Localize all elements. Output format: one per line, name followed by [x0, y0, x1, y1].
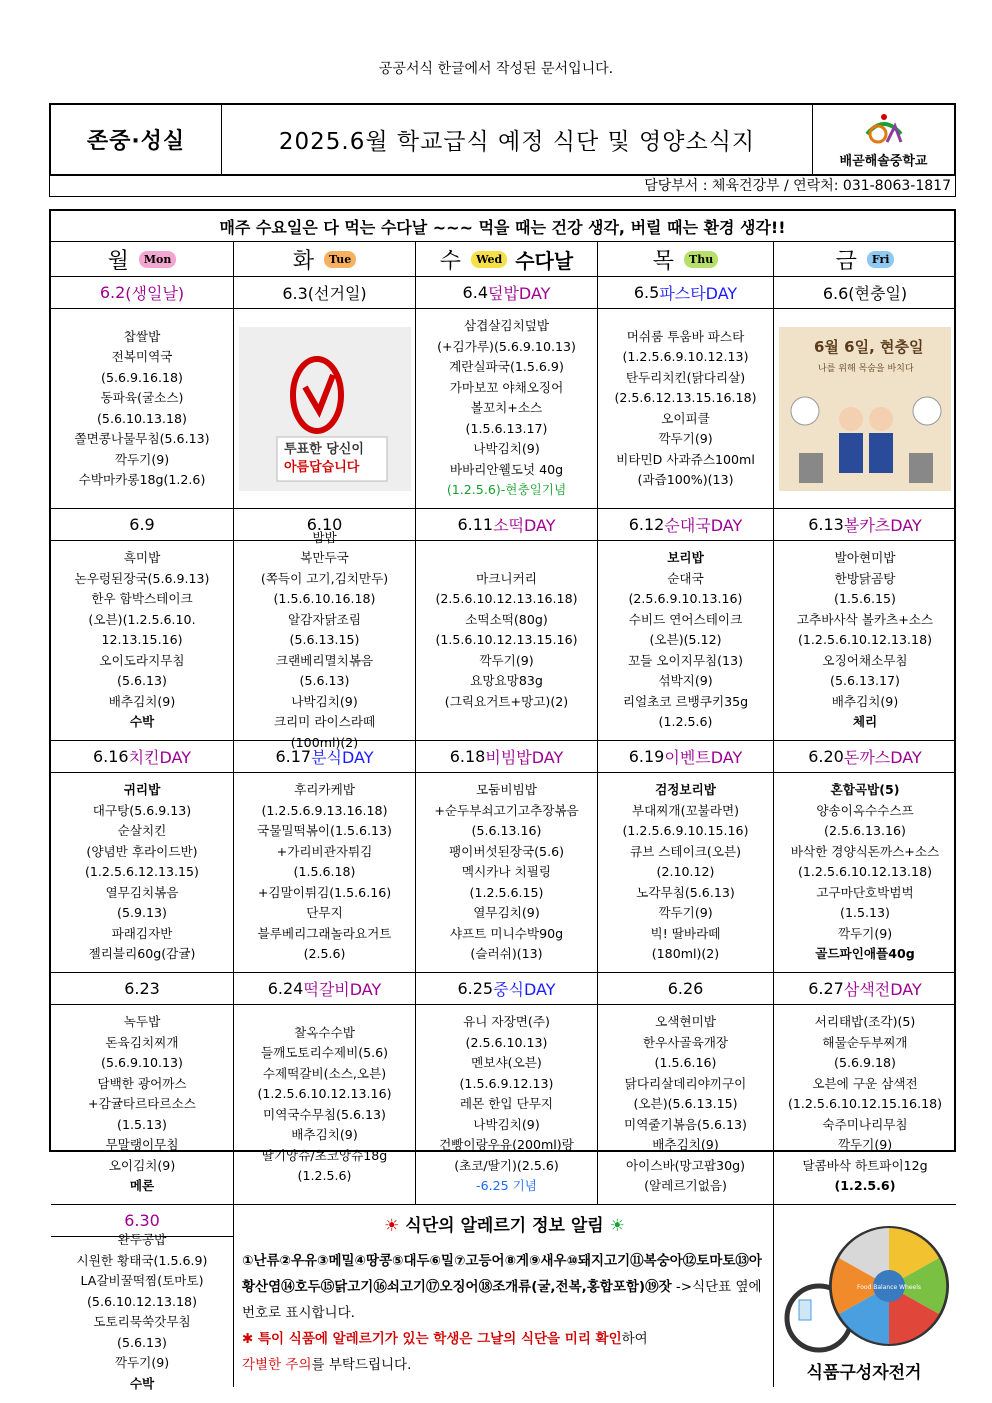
- menu-item: 나박김치(9): [473, 1116, 540, 1132]
- memorial-title: 6월 6일, 현충일: [814, 338, 924, 356]
- menu-item: 젤리블리60g(감귤): [88, 946, 196, 962]
- theme-day-label: 순대국DAY: [664, 516, 743, 535]
- menu-item: 큐브 스테이크(오븐): [629, 843, 742, 859]
- menu-item: 녹두밥: [123, 1014, 161, 1030]
- date-label: [598, 973, 774, 1005]
- svg-text:Food Balance Wheels: Food Balance Wheels: [856, 1284, 922, 1291]
- menu-item: (1.5.6.13.17): [465, 420, 548, 436]
- menu-item: 흑미밥: [123, 550, 161, 566]
- menu-item: 찹쌀밥: [123, 328, 161, 344]
- theme-day-label: 중식DAY: [493, 980, 556, 999]
- date-text: 6.16: [92, 747, 129, 766]
- menu-item: 나박김치(9): [291, 693, 358, 709]
- menu-item: 볼꼬치+소스: [470, 400, 543, 416]
- page-title: 2025.6월 학교급식 예정 식단 및 영양소식지: [222, 105, 813, 174]
- menu-item: 서리태밥(조각)(5): [814, 1014, 916, 1030]
- banner: 매주 수요일은 다 먹는 수다날 ~~~ 먹을 때는 건강 생각, 버릴 때는 환경 생각!!: [51, 211, 954, 242]
- menu-list: [51, 1232, 233, 1391]
- asterisk-icon: ✱: [242, 1331, 254, 1347]
- date-label: [234, 741, 416, 773]
- weekday-header: [51, 242, 234, 277]
- menu-item: (1.2.5.6.9.10.15.16): [622, 823, 749, 839]
- menu-item: 깍두기(9): [658, 431, 713, 446]
- menu-item: 파래김자반: [111, 925, 173, 941]
- menu-list: [774, 1005, 956, 1205]
- menu-item: (1.2.5.6.10.12.13.16): [257, 1086, 392, 1101]
- menu-list: [598, 541, 774, 741]
- department-contact: 담당부서 : 체육건강부 / 연락처: 031-8063-1817: [49, 176, 956, 197]
- date-label: [416, 741, 598, 773]
- menu-item: +가리비관자튀김: [276, 843, 373, 859]
- menu-item: (2.5.6.10.12.13.16.18): [435, 591, 578, 607]
- menu-item: 밤밥: [312, 529, 337, 545]
- date-text: 6.6(현충일): [822, 284, 908, 303]
- menu-item: 오이피클: [661, 410, 710, 426]
- menu-item: 수박: [129, 1375, 155, 1391]
- menu-item: 검정보리밥: [655, 782, 716, 798]
- menu-item: (1.5.13): [840, 905, 890, 921]
- menu-item: 바바리안웰도넛 40g: [449, 461, 564, 477]
- menu-list: [51, 309, 234, 509]
- weekday-en-badge: Wed: [471, 251, 507, 268]
- date-label: 6.30: [51, 1205, 233, 1237]
- theme-day-label: 파스타DAY: [659, 284, 738, 303]
- menu-item: 대구탕(5.6.9.13): [92, 802, 192, 818]
- menu-item: 오색현미밥: [655, 1014, 716, 1030]
- menu-item: (5.6.9.16.18): [101, 369, 183, 385]
- menu-item: 순살치킨: [117, 823, 167, 839]
- menu-list: [598, 1005, 774, 1205]
- menu-item: 깍두기(9): [837, 925, 893, 941]
- menu-item: (2.5.6): [303, 946, 346, 962]
- menu-item: (1.2.5.6.9.10.12.13): [622, 349, 749, 364]
- date-text: 6.3(선거일): [282, 284, 367, 303]
- date-label: [774, 277, 956, 309]
- menu-item: 알감자닭조림: [288, 611, 361, 627]
- date-text: 6.24: [267, 979, 304, 998]
- menu-item: 깍두기(9): [114, 1355, 170, 1370]
- menu-list: [51, 1005, 234, 1205]
- menu-item: (1.2.5.6.12.13.15): [85, 864, 199, 880]
- menu-item: (1.2.5.6.15): [469, 884, 544, 900]
- menu-item: (5.6.13.15): [289, 632, 360, 648]
- menu-item: 복만두국: [300, 550, 349, 566]
- allergy-title: ☀ 식단의 알레르기 정보 알림 ☀: [384, 1216, 625, 1236]
- menu-item: (그릭요거트+망고)(2): [444, 693, 569, 709]
- menu-item: 보리밥: [667, 550, 704, 566]
- menu-item: 후리카케밥: [294, 782, 355, 798]
- date-label: [51, 277, 234, 309]
- theme-day-label: (생일날): [125, 284, 185, 303]
- menu-item: 해물순두부찌개: [822, 1034, 908, 1050]
- menu-list: [416, 309, 598, 509]
- menu-item: 배추김치(9): [652, 1137, 719, 1153]
- date-text: 6.23: [124, 979, 160, 998]
- allergy-notice: [234, 1205, 774, 1387]
- menu-item: 12.13.15.16): [101, 632, 183, 648]
- menu-item: 시원한 황태국(1.5.6.9): [76, 1252, 208, 1268]
- menu-list: [774, 541, 956, 741]
- election-image: [234, 309, 416, 509]
- date-label: [51, 509, 234, 541]
- weekday-en-badge: Fri: [867, 251, 895, 268]
- menu-item: 비타민D 사과쥬스100ml: [616, 451, 755, 467]
- menu-item: (2.5.6.13.16): [824, 823, 906, 839]
- menu-item: 귀리밥: [123, 782, 161, 798]
- menu-item: 메론: [129, 1178, 155, 1194]
- theme-day-label: 소떡DAY: [493, 516, 556, 535]
- menu-item: 나박김치(9): [473, 441, 540, 457]
- menu-item: 딸기앙슈/초코앙슈18g: [261, 1147, 388, 1163]
- date-text: 6.26: [667, 979, 704, 998]
- weekday-label: 수: [439, 248, 462, 274]
- menu-item: 깍두기(9): [658, 905, 713, 921]
- menu-item: 섞박지(9): [658, 673, 713, 689]
- menu-item: +김말이튀김(1.5.6.16): [257, 884, 392, 900]
- menu-item: 들깨도토리수제비(5.6): [260, 1045, 389, 1060]
- menu-item: 계란실파국(1.5.6.9): [449, 359, 564, 375]
- menu-item: 오이도라지무침: [99, 652, 185, 668]
- weekday-header: [598, 242, 774, 277]
- menu-item: 부대찌개(꼬불라면): [631, 802, 740, 818]
- menu-item: +감귤타르타르소스: [88, 1096, 196, 1112]
- menu-list: [234, 1005, 416, 1205]
- date-label: [774, 509, 956, 541]
- date-text: 6.9: [129, 515, 155, 534]
- menu-item: 크랜베리멸치볶음: [275, 652, 374, 668]
- menu-item: (2.5.6.9.10.13.16): [628, 591, 743, 607]
- menu-item: 오븐에 구운 삼색전: [812, 1075, 918, 1091]
- menu-item: 완두콩밥: [117, 1232, 167, 1247]
- menu-item: (100ml)(2): [290, 734, 359, 750]
- menu-item: 배추김치(9): [108, 693, 176, 709]
- menu-item: 삼겹살김치덮밥: [463, 318, 550, 334]
- school-name: 배곧해솔중학교: [839, 154, 928, 169]
- date-text: 6.12: [628, 515, 665, 534]
- menu-item: (1.2.5.6)-현충일기념: [446, 482, 567, 498]
- menu-item: (180ml)(2): [651, 946, 720, 962]
- date-text: 6.4: [462, 283, 488, 302]
- menu-item: 열무김치(9): [473, 905, 540, 921]
- menu-item: (5.6.9.10.13): [101, 1055, 183, 1071]
- menu-item: 담백한 광어까스: [97, 1075, 187, 1091]
- menu-item: 도토리묵쑥갓무침: [93, 1314, 191, 1329]
- date-label: [774, 741, 956, 773]
- menu-list: [234, 529, 416, 750]
- menu-item: (2.5.6.12.13.15.16.18): [614, 390, 757, 405]
- menu-item: 열무김치볶음: [105, 884, 179, 900]
- weekday-header: [234, 242, 416, 277]
- menu-item: 팽이버섯된장국(5.6): [448, 843, 564, 859]
- menu-item: 한우사골육개장: [642, 1034, 729, 1050]
- menu-item: 깍두기(9): [837, 1137, 893, 1153]
- menu-item: (1.5.6.18): [293, 864, 356, 880]
- menu-item: 머쉬룸 투움바 파스타: [626, 328, 745, 344]
- weekday-en-badge: Tue: [324, 251, 356, 268]
- menu-item: 모둠비빔밥: [476, 782, 537, 798]
- menu-item: (슬러쉬)(13): [470, 946, 543, 962]
- weekday-en-badge: Thu: [684, 251, 718, 268]
- weekday-en-badge: Mon: [139, 251, 177, 268]
- menu-item: 단무지: [306, 905, 343, 921]
- menu-item: (오븐)(5.12): [649, 632, 722, 648]
- menu-item: (1.2.5.6.10.12.13.18): [798, 864, 932, 880]
- weekday-label: 목: [652, 248, 675, 274]
- date-label: [234, 277, 416, 309]
- theme-day-label: 이벤트DAY: [664, 748, 743, 767]
- theme-day-label: 볼카츠DAY: [843, 516, 922, 535]
- menu-list: [234, 773, 416, 973]
- school-logo: [813, 105, 954, 174]
- date-text: 6.5: [633, 283, 660, 302]
- menu-item: 아이스바(망고팝30g): [625, 1157, 745, 1173]
- menu-item: (1.5.6.9.12.13): [459, 1075, 554, 1091]
- menu-item: (5.6.13): [117, 673, 167, 689]
- menu-item: 고추바사삭 볼카츠+소스: [796, 611, 934, 627]
- menu-item: -6.25 기념: [476, 1178, 537, 1194]
- date-label: [598, 741, 774, 773]
- menu-item: 꼬들 오이지무침(13): [627, 652, 743, 668]
- menu-item: (+김가루)(5.6.9.10.13): [437, 338, 576, 354]
- menu-item: 닭다리살데리야끼구이: [624, 1075, 747, 1091]
- theme-day-label: 비빔밥DAY: [485, 748, 564, 767]
- menu-item: 쫄면콩나물무침(5.6.13): [74, 431, 210, 446]
- menu-item: (1.2.5.6): [658, 714, 713, 730]
- menu-item: 미역국수무침(5.6.13): [263, 1106, 386, 1122]
- date-text: 6.17: [275, 747, 312, 766]
- menu-item: (양념반 후라이드반): [86, 843, 198, 859]
- menu-item: 노각무침(5.6.13): [636, 884, 735, 900]
- menu-item: 배추김치(9): [831, 693, 899, 709]
- vote-message-line: 투표한 당신이: [284, 442, 364, 457]
- menu-item: 샤프트 미니수박90g: [449, 925, 564, 941]
- menu-item: 탄두리치킨(닭다리살): [625, 369, 746, 385]
- date-text: 6.10: [306, 515, 343, 534]
- menu-item: 배추김치(9): [291, 1127, 358, 1142]
- date-text: 6.11: [457, 515, 494, 534]
- menu-item: 깍두기(9): [114, 451, 170, 467]
- date-label: [51, 973, 234, 1005]
- theme-day-label: 떡갈비DAY: [303, 980, 382, 999]
- date-text: 6.2: [99, 283, 126, 302]
- food-balance-wheel: [774, 1205, 954, 1387]
- menu-item: (5.6.10.13.18): [97, 410, 187, 426]
- menu-item: 한우 함박스테이크: [91, 591, 193, 607]
- menu-item: 논우렁된장국(5.6.9.13): [74, 570, 210, 586]
- menu-list: [598, 309, 774, 509]
- theme-day-label: 분식DAY: [311, 748, 374, 767]
- menu-item: (5.6.13): [117, 1334, 167, 1350]
- menu-item: 건빵이랑우유(200ml)랑: [439, 1137, 574, 1153]
- menu-item: 레몬 한입 단무지: [459, 1096, 554, 1112]
- menu-item: 멕시카나 치필링: [461, 864, 552, 880]
- menu-item: 전복미역국: [111, 349, 173, 364]
- menu-item: (1.2.5.6.10.12.13.18): [798, 632, 932, 648]
- header: [49, 103, 956, 176]
- memorial-day-image: [774, 309, 956, 509]
- menu-item: 멘보샤(오븐): [471, 1055, 542, 1071]
- menu-item: (1.2.5.6.10.12.15.16.18): [787, 1096, 943, 1112]
- date-label: [416, 973, 598, 1005]
- date-text: 6.13: [808, 515, 844, 534]
- menu-list: [416, 1005, 598, 1205]
- school-emblem-icon: [861, 110, 907, 148]
- menu-item: 찰옥수수밥: [294, 1024, 355, 1040]
- sun-icon: ☀: [609, 1216, 625, 1236]
- menu-item: 바삭한 경양식돈까스+소스: [790, 843, 940, 859]
- menu-item: 오이김치(9): [108, 1157, 176, 1173]
- menu-item: (1.2.5.6): [834, 1178, 896, 1194]
- sun-icon: ☀: [384, 1216, 400, 1236]
- menu-item: (5.6.13.17): [830, 673, 900, 689]
- menu-item: (1.2.5.6.9.13.16.18): [261, 802, 388, 818]
- date-text: 6.19: [628, 747, 665, 766]
- date-label: [234, 973, 416, 1005]
- menu-list: [416, 773, 598, 973]
- menu-item: (5.6.13): [299, 673, 350, 689]
- menu-item: 발아현미밥: [834, 550, 896, 566]
- menu-item: (오븐)(1.2.5.6.10.: [88, 611, 196, 627]
- date-label: [598, 509, 774, 541]
- menu-item: (초코/딸기)(2.5.6): [454, 1157, 559, 1173]
- menu-item: 골드파인애플40g: [815, 946, 915, 962]
- menu-list: [51, 773, 234, 973]
- date-text: 6.18: [449, 747, 486, 766]
- menu-item: 오징어채소무침: [822, 652, 908, 668]
- menu-item: 수박마카롱18g(1.2.6): [78, 472, 206, 487]
- menu-item: (5.9.13): [117, 905, 167, 921]
- weekday-header: [416, 242, 598, 277]
- menu-item: (과즙100%)(13): [637, 472, 734, 487]
- date-label: [416, 509, 598, 541]
- menu-item: (5.6.13.16): [471, 823, 542, 839]
- weekday-label: 화: [292, 248, 315, 274]
- menu-item: (1.5.6.16): [654, 1055, 717, 1071]
- menu-item: (1.5.6.10.12.13.15.16): [435, 632, 578, 648]
- weekday-label: 금: [835, 248, 857, 274]
- menu-item: 리얼초코 르뱅쿠키35g: [622, 693, 749, 709]
- date-text: 6.20: [808, 747, 844, 766]
- menu-item: 미역줄기볶음(5.6.13): [624, 1116, 747, 1132]
- menu-item: 고구마단호박범벅: [816, 884, 914, 900]
- theme-day-label: 덮밥DAY: [488, 284, 551, 303]
- date-text: 6.25: [457, 979, 494, 998]
- menu-item: 마크니커리: [476, 570, 537, 586]
- menu-item: 동파육(굴소스): [100, 390, 184, 405]
- food-wheel-image: [779, 1218, 949, 1358]
- menu-item: 수비드 연어스테이크: [628, 611, 743, 627]
- menu-item: 요망요망83g: [470, 673, 543, 689]
- date-label: [416, 277, 598, 309]
- menu-item: (5.6.10.12.13.18): [87, 1293, 197, 1309]
- menu-item: (알레르기없음): [644, 1178, 727, 1194]
- menu-item: 수박: [129, 714, 155, 730]
- menu-item: 한방닭곰탕: [834, 570, 896, 586]
- vote-message-line: 아름답습니다: [284, 460, 360, 475]
- menu-item: 소떡소떡(80g): [465, 611, 548, 627]
- weekday-header: [774, 242, 956, 277]
- menu-item: (1.5.13): [117, 1116, 167, 1132]
- date-text: 6.27: [808, 979, 844, 998]
- menu-item: 무말랭이무침: [105, 1137, 179, 1153]
- day-cell-6-30: [51, 1205, 234, 1391]
- menu-item: (1.5.6.10.16.18): [273, 591, 376, 607]
- menu-item: 크리미 라이스라떼: [273, 714, 376, 730]
- menu-item: 혼합곡밥(5): [830, 782, 900, 798]
- date-label: [774, 973, 956, 1005]
- menu-grid: [51, 242, 954, 1205]
- menu-item: (5.6.9.18): [834, 1055, 896, 1071]
- wheel-title: 식품구성자전거: [806, 1363, 922, 1383]
- menu-list: [51, 541, 234, 741]
- weekday-label: 월: [107, 248, 129, 274]
- menu-item: 깍두기(9): [479, 652, 534, 668]
- menu-table: [49, 209, 956, 1391]
- menu-list: [416, 541, 598, 741]
- menu-item: 순대국: [667, 570, 704, 586]
- theme-day-label: 돈까스DAY: [843, 748, 922, 767]
- menu-item: 돈육김치찌개: [105, 1034, 179, 1050]
- menu-item: +순두부쇠고기고추장볶음: [434, 802, 579, 818]
- menu-item: LA갈비꿀떡찜(토마토): [80, 1273, 204, 1288]
- menu-item: (오븐)(5.6.13.15): [633, 1096, 738, 1112]
- allergy-text: ①난류②우유③메밀④땅콩⑤대두⑥밀⑦고등어⑧게⑨새우⑩돼지고기⑪복숭아⑫토마토⑬아황산염⑭호두⑮닭고기⑯쇠고기⑰오징어⑱조개류(굴,전복,홍합포함)⑲잣 ->식단표 옆에 번호로 표시합니다. ✱ 특이 식품에 알레르기가 있는 학생은 그날의 식단을 미리 확인하여 각별한 주의를 부탁드립니다.: [242, 1253, 762, 1373]
- theme-day-label: 치킨DAY: [128, 748, 192, 767]
- date-label: [51, 741, 234, 773]
- menu-item: (1.2.5.6): [297, 1168, 352, 1183]
- menu-item: 유니 자장면(주): [463, 1014, 550, 1030]
- date-label: [598, 277, 774, 309]
- menu-item: 달콤바삭 하트파이12g: [802, 1157, 928, 1173]
- menu-item: 체리: [852, 714, 878, 730]
- memorial-subtitle: 나를 위해 목숨을 바치다: [818, 364, 914, 374]
- menu-item: 가마보꼬 야채오징어: [449, 379, 564, 395]
- menu-item: 블루베리그래놀라요거트: [257, 925, 392, 941]
- menu-item: 국물밀떡볶이(1.5.6.13): [257, 823, 392, 839]
- school-motto: 존중·성실: [51, 105, 222, 174]
- menu-list: [598, 773, 774, 973]
- document-notice: 공공서식 한글에서 작성된 문서입니다.: [378, 61, 614, 77]
- menu-item: (2.5.6.10.13): [465, 1034, 548, 1050]
- menu-item: 수제떡갈비(소스,오븐): [262, 1065, 387, 1081]
- sudanal-label: 수다날: [515, 248, 574, 273]
- menu-item: (1.5.6.15): [834, 591, 896, 607]
- theme-day-label: 삼색전DAY: [843, 980, 922, 999]
- menu-item: (쪽득이 고기,김치만두): [260, 570, 389, 586]
- menu-item: 양송이옥수수스프: [816, 802, 914, 818]
- last-row: [51, 1205, 954, 1391]
- menu-list: [774, 773, 956, 973]
- menu-item: 빅! 딸바라떼: [650, 925, 721, 941]
- menu-item: (2.10.12): [656, 864, 715, 880]
- menu-item: 숙주미나리무침: [822, 1116, 908, 1132]
